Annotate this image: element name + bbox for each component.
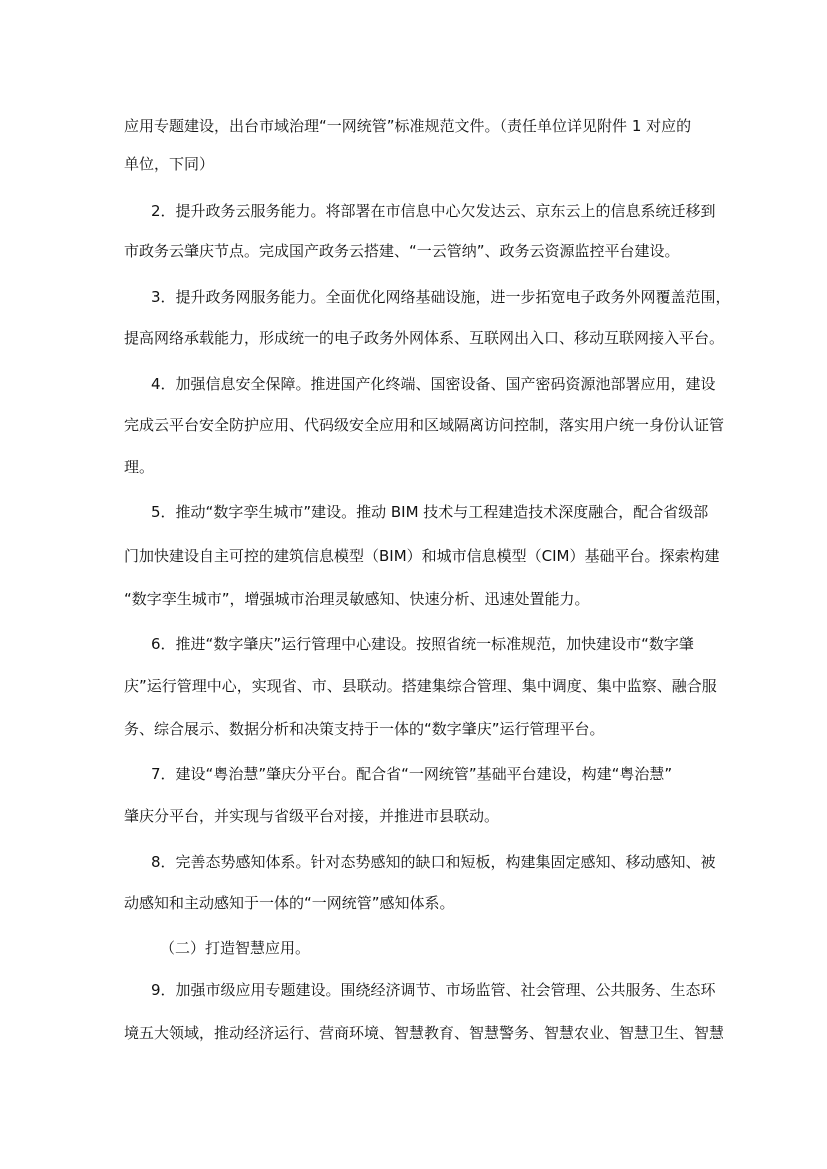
- paragraph-line: 6．推进“数字肇庆”运行管理中心建设。按照省统一标准规范，加快建设市“数字肇: [151, 635, 694, 653]
- paragraph-line: 肇庆分平台，并实现与省级平台对接，并推进市县联动。: [124, 807, 500, 825]
- paragraph-line: 市政务云肇庆节点。完成国产政务云搭建、“一云管纳”、政务云资源监控平台建设。: [124, 242, 680, 260]
- paragraph-line: 理。: [124, 458, 155, 476]
- paragraph-line: 动感知和主动感知于一体的“一网统管”感知体系。: [124, 894, 455, 912]
- paragraph-line: 单位，下同）: [124, 155, 215, 173]
- paragraph-line: 4．加强信息安全保障。推进国产化终端、国密设备、国产密码资源池部署应用，建设: [151, 375, 716, 393]
- paragraph-line: 庆”运行管理中心，实现省、市、县联动。搭建集综合管理、集中调度、集中监察、融合服: [124, 677, 717, 695]
- paragraph-line: 2．提升政务云服务能力。将部署在市信息中心欠发达云、京东云上的信息系统迁移到: [151, 202, 716, 220]
- paragraph-line: 7．建设“粤治慧”肇庆分平台。配合省“一网统管”基础平台建设，构建“粤治慧”: [151, 765, 673, 783]
- paragraph-line: 5．推动“数字孪生城市”建设。推动 BIM 技术与工程建造技术深度融合，配合省级部: [151, 503, 709, 521]
- paragraph-line: “数字孪生城市”，增强城市治理灵敏感知、快速分析、迅速处置能力。: [124, 590, 590, 608]
- paragraph-line: 门加快建设自主可控的建筑信息模型（BIM）和城市信息模型（CIM）基础平台。探索构建: [124, 547, 720, 565]
- section-heading: （二）打造智慧应用。: [160, 939, 311, 957]
- paragraph-line: 提高网络承载能力，形成统一的电子政务外网体系、互联网出入口、移动互联网接入平台。: [124, 329, 725, 347]
- paragraph-line: 完成云平台安全防护应用、代码级安全应用和区域隔离访问控制，落实用户统一身份认证管: [124, 416, 725, 434]
- paragraph-line: 8．完善态势感知体系。针对态势感知的缺口和短板，构建集固定感知、移动感知、被: [151, 853, 716, 871]
- paragraph-line: 境五大领域，推动经济运行、营商环境、智慧教育、智慧警务、智慧农业、智慧卫生、智慧: [124, 1024, 725, 1042]
- paragraph-line: 务、综合展示、数据分析和决策支持于一体的“数字肇庆”运行管理平台。: [124, 720, 605, 738]
- paragraph-line: 3．提升政务网服务能力。全面优化网络基础设施，进一步拓宽电子政务外网覆盖范围，: [151, 288, 731, 306]
- paragraph-line: 应用专题建设，出台市域治理“一网统管”标准规范文件。（责任单位详见附件 1 对应的: [124, 117, 692, 135]
- paragraph-line: 9．加强市级应用专题建设。围绕经济调节、市场监管、社会管理、公共服务、生态环: [151, 981, 716, 999]
